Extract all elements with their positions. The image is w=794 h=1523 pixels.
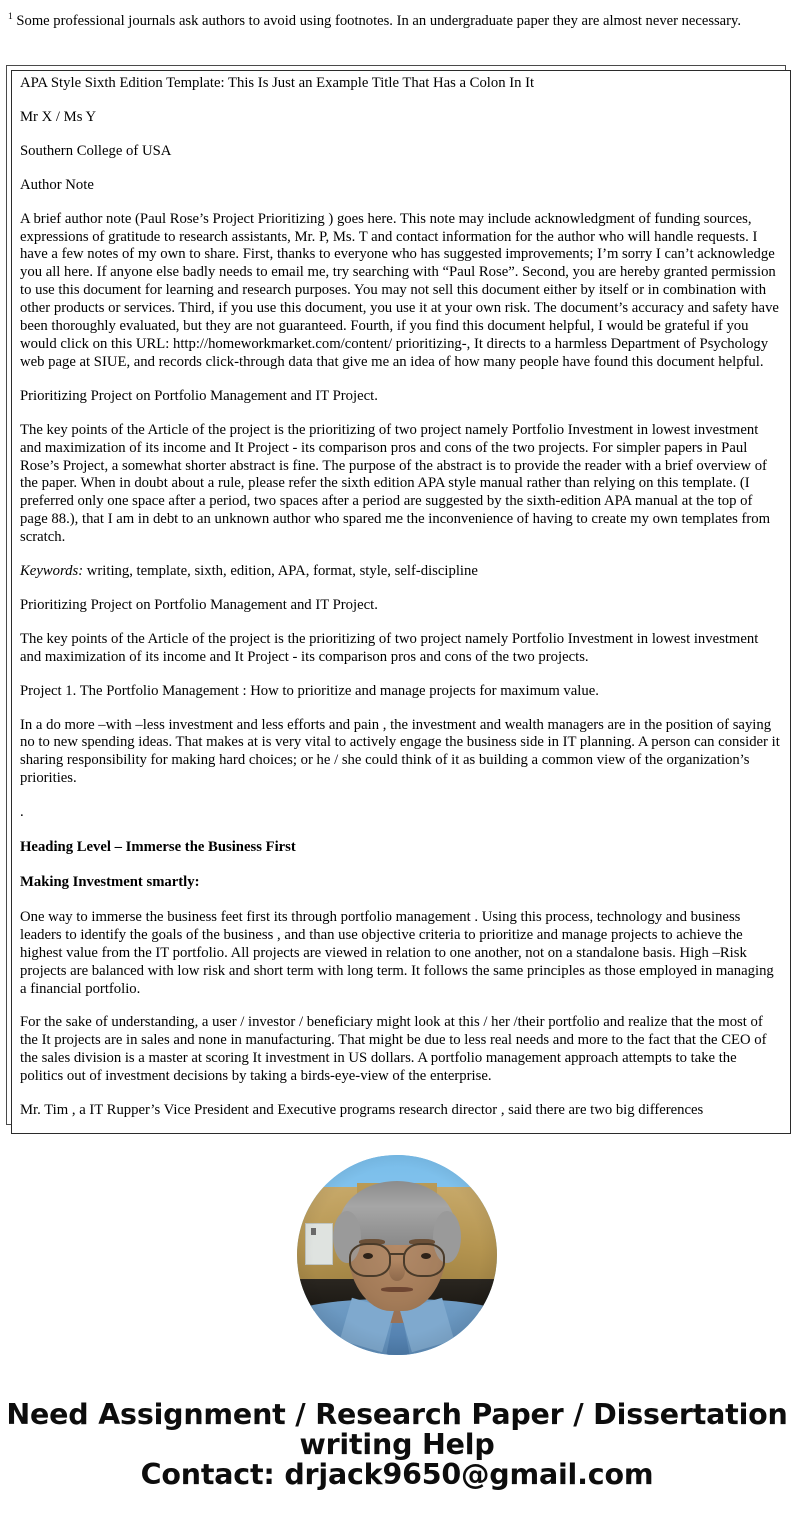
heading-level-two: Making Investment smartly:	[20, 874, 200, 890]
document-frame-outer	[6, 65, 786, 1125]
footnote-block	[8, 12, 768, 32]
promo-line-1: Need Assignment / Research Paper / Dissertation	[6, 1398, 788, 1431]
author-note-heading: Author Note	[20, 176, 94, 193]
body-paragraph-3: One way to immerse the business feet first its through portfolio management . Using this process, technology and business leaders to identify the goals of the business , and than use objective criteria to prioritize and manage projects to achieve the highest value from the IT portfolio. All projects are viewed in relation to one another, not on a standalone basis. High –Risk projects are balanced with low risk and short term with long term. It follows the same principles as those employed in managing a financial portfolio.	[20, 908, 774, 997]
promo-line-2: writing Help	[299, 1428, 495, 1461]
document-frame-inner	[11, 70, 791, 1134]
running-head-second: Prioritizing Project on Portfolio Management and IT Project.	[20, 596, 378, 613]
photo-vignette	[297, 1155, 497, 1355]
body-paragraph-2: In a do more –with –less investment and less efforts and pain , the investment and wealth managers are in the position of saying no to new spending ideas. That makes at is very vital to actively engage the business side in IT planning. A person can consider it sharing responsibility for making hard choices; or he / she could think of it as building a common view of the organization’s priorities.	[20, 716, 780, 787]
body-paragraph-5-clipped: Mr. Tim , a IT Rupper’s Vice President and Executive programs research director , said there are two big differences	[20, 1102, 704, 1119]
avatar	[297, 1155, 497, 1355]
heading-level-one: Heading Level – Immerse the Business First	[20, 839, 296, 856]
body-paragraph-4: For the sake of understanding, a user / investor / beneficiary might look at this / her /their portfolio and realize that the most of the It projects are in sales and none in manufacturing. That might be due to less real needs and more to the fact that the CEO of the sales division is a master at scoring It investment in US dollars. A portfolio management approach attempts to take the politics out of investment decisions by taking a birds-eye-view of the enterprise.	[20, 1014, 767, 1085]
project-one-line: Project 1. The Portfolio Management : How to prioritize and manage projects for maximum value.	[20, 682, 599, 699]
keywords-value: writing, template, sixth, edition, APA, format, style, self-discipline	[83, 563, 478, 580]
avatar-container	[0, 1152, 794, 1357]
running-head-first: Prioritizing Project on Portfolio Management and IT Project.	[20, 387, 378, 404]
author-note-paragraph: A brief author note (Paul Rose’s Project Prioritizing ) goes here. This note may include acknowledgment of funding sources, expressions of gratitude to research assistants, Mr. P, Ms. T and contact information for the author who will handle requests. I have a few notes of my own to share. First, thanks to everyone who has suggested improvements; I’m sorry I can’t acknowledge you all here. If anyone else badly needs to email me, try searching with “Paul Rose”. Second, you are hereby granted permission to use this document for learning and research purposes. You may not sell this document either by itself or in combination with other products or services. Third, if you use this document, you use it at your own risk. The document’s accuracy and safety have been thoroughly evaluated, but they are not guaranteed. Fourth, if you find this document helpful, I would be grateful if you would click on this URL: http://homeworkmarket.com/content/ prioritizing-, It directs to a harmless Department of Psychology web page at SIUE, and records click-through data that give me an idea of how many people have found this document helpful.	[20, 210, 779, 370]
keywords-line	[20, 563, 780, 581]
document-affiliation: Southern College of USA	[20, 142, 172, 159]
document-content	[12, 71, 790, 1120]
keywords-label: Keywords:	[20, 563, 84, 580]
promo-block	[0, 1400, 794, 1490]
promo-contact-line: Contact: drjack9650@gmail.com	[140, 1458, 654, 1491]
document-author: Mr X / Ms Y	[20, 108, 97, 125]
stray-period: .	[20, 804, 24, 821]
body-paragraph-1: The key points of the Article of the project is the prioritizing of two project namely Portfolio Investment in lowest investment and maximization of its income and It Project - its comparison pros and cons of the two projects.	[20, 630, 759, 665]
footnote-text: Some professional journals ask authors to avoid using footnotes. In an undergraduate paper they are almost never necessary.	[16, 13, 742, 29]
footnote-marker: 1	[8, 12, 13, 23]
document-title: APA Style Sixth Edition Template: This Is Just an Example Title That Has a Colon In It	[20, 75, 535, 91]
abstract-paragraph: The key points of the Article of the project is the prioritizing of two project namely Portfolio Investment in lowest investment and maximization of its income and It Project - its comparison pros and cons of the two projects. For simpler papers in Paul Rose’s Project, a somewhat shorter abstract is fine. The purpose of the abstract is to provide the reader with a brief overview of the paper. When in doubt about a rule, please refer the sixth edition APA style manual rather than relying on this template. (I preferred only one space after a period, two spaces after a period are suggested by the sixth-edition APA manual at the top of page 88.), that I am in debt to an unknown author who spared me the inconvenience of having to create my own templates from scratch.	[20, 421, 771, 546]
